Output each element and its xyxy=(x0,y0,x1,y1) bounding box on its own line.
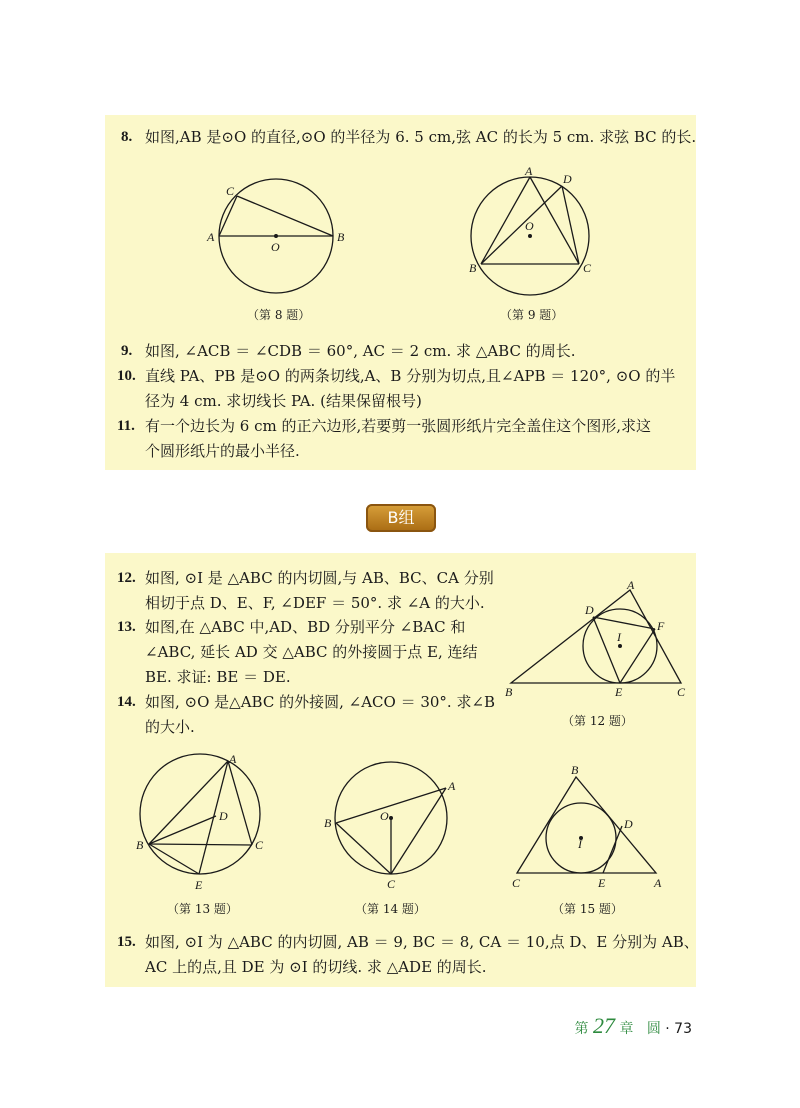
q12-line-1: 如图, ⊙I 是 △ABC 的内切圆,与 AB、BC、CA 分别 xyxy=(145,569,494,587)
q13-line-1: 如图,在 △ABC 中,AD、BD 分别平分 ∠BAC 和 xyxy=(145,618,466,636)
fig15-label-d: D xyxy=(624,817,633,831)
q8-number: 8. xyxy=(121,129,133,145)
q10-line-1: 直线 PA、PB 是⊙O 的两条切线,A、B 分别为切点,且∠APB ＝ 120°, ⊙O 的半 xyxy=(145,367,676,385)
fig14-label-c: C xyxy=(387,877,396,891)
q13-number: 13. xyxy=(117,619,136,635)
fig12-caption: （第 12 题） xyxy=(562,714,633,728)
fig13-label-a: A xyxy=(229,752,237,766)
chapter-prefix: 第 xyxy=(574,1021,589,1037)
fig15-label-i: I xyxy=(578,837,582,851)
q12-line-2: 相切于点 D、E、F, ∠DEF ＝ 50°. 求 ∠A 的大小. xyxy=(145,594,485,612)
fig8-label-a: A xyxy=(207,230,215,244)
page-number: 73 xyxy=(674,1021,692,1037)
q11-line-2: 个圆形纸片的最小半径. xyxy=(145,442,300,460)
q15-number: 15. xyxy=(117,934,136,950)
fig15-caption: （第 15 题） xyxy=(552,902,623,916)
q8-text: 如图,AB 是⊙O 的直径,⊙O 的半径为 6. 5 cm,弦 AC 的长为 5 cm. 求弦 BC 的长. xyxy=(145,128,697,146)
fig13-label-b: B xyxy=(136,838,144,852)
q11-number: 11. xyxy=(117,418,135,434)
fig8-label-b: B xyxy=(337,230,345,244)
fig9-label-b: B xyxy=(469,261,477,275)
fig9-label-d: D xyxy=(563,172,572,186)
fig12-label-b: B xyxy=(505,685,513,699)
fig14-label-a: A xyxy=(448,779,456,793)
fig15-label-c: C xyxy=(512,876,521,890)
fig9-label-a: A xyxy=(525,164,533,178)
q13-line-2: ∠ABC, 延长 AD 交 △ABC 的外接圆于点 E, 连结 xyxy=(145,643,478,661)
fig9-label-o: O xyxy=(525,219,534,233)
fig13-caption: （第 13 题） xyxy=(167,902,238,916)
q11-line-1: 有一个边长为 6 cm 的正六边形,若要剪一张圆形纸片完全盖住这个图形,求这 xyxy=(145,417,652,435)
q10-line-2: 径为 4 cm. 求切线长 PA. (结果保留根号) xyxy=(145,392,422,410)
fig12-label-a: A xyxy=(627,578,635,592)
q12-number: 12. xyxy=(117,570,136,586)
q10-number: 10. xyxy=(117,368,136,384)
q15-line-2: AC 上的点,且 DE 为 ⊙I 的切线. 求 △ADE 的周长. xyxy=(145,958,487,976)
fig15-label-e: E xyxy=(598,876,606,890)
fig13-label-c: C xyxy=(255,838,264,852)
q15-line-1: 如图, ⊙I 为 △ABC 的内切圆, AB ＝ 9, BC ＝ 8, CA ＝ 10,点 D、E 分别为 AB、 xyxy=(145,933,699,951)
fig8-caption: （第 8 题） xyxy=(247,308,311,322)
footer-separator: · xyxy=(665,1021,670,1037)
fig12-label-c: C xyxy=(677,685,686,699)
chapter-title: 圆 xyxy=(646,1021,661,1037)
q9-text: 如图, ∠ACB ＝ ∠CDB ＝ 60°, AC ＝ 2 cm. 求 △ABC 的周长. xyxy=(145,342,576,360)
fig12-label-f: F xyxy=(657,619,665,633)
fig12-label-i: I xyxy=(617,630,621,644)
chapter-suffix: 章 xyxy=(619,1021,634,1037)
fig14-label-b: B xyxy=(324,816,332,830)
q13-line-3: BE. 求证: BE ＝ DE. xyxy=(145,668,291,686)
fig8-label-o: O xyxy=(271,240,280,254)
fig13-label-d: D xyxy=(219,809,228,823)
chapter-number: 27 xyxy=(593,1013,615,1038)
q14-line-1: 如图, ⊙O 是△ABC 的外接圆, ∠ACO ＝ 30°. 求∠B xyxy=(145,693,496,711)
q9-number: 9. xyxy=(121,343,133,359)
fig14-label-o: O xyxy=(380,809,389,823)
fig9-label-c: C xyxy=(583,261,592,275)
fig12-label-e: E xyxy=(615,685,623,699)
fig15-label-a: A xyxy=(654,876,662,890)
q14-line-2: 的大小. xyxy=(145,718,195,736)
fig14-caption: （第 14 题） xyxy=(355,902,426,916)
q14-number: 14. xyxy=(117,694,136,710)
fig9-caption: （第 9 题） xyxy=(500,308,564,322)
section-b-banner: B组 xyxy=(366,504,436,532)
fig15-label-b: B xyxy=(571,763,579,777)
page-footer xyxy=(575,1013,692,1039)
fig12-label-d: D xyxy=(585,603,594,617)
fig8-label-c: C xyxy=(226,184,235,198)
fig13-label-e: E xyxy=(195,878,203,892)
